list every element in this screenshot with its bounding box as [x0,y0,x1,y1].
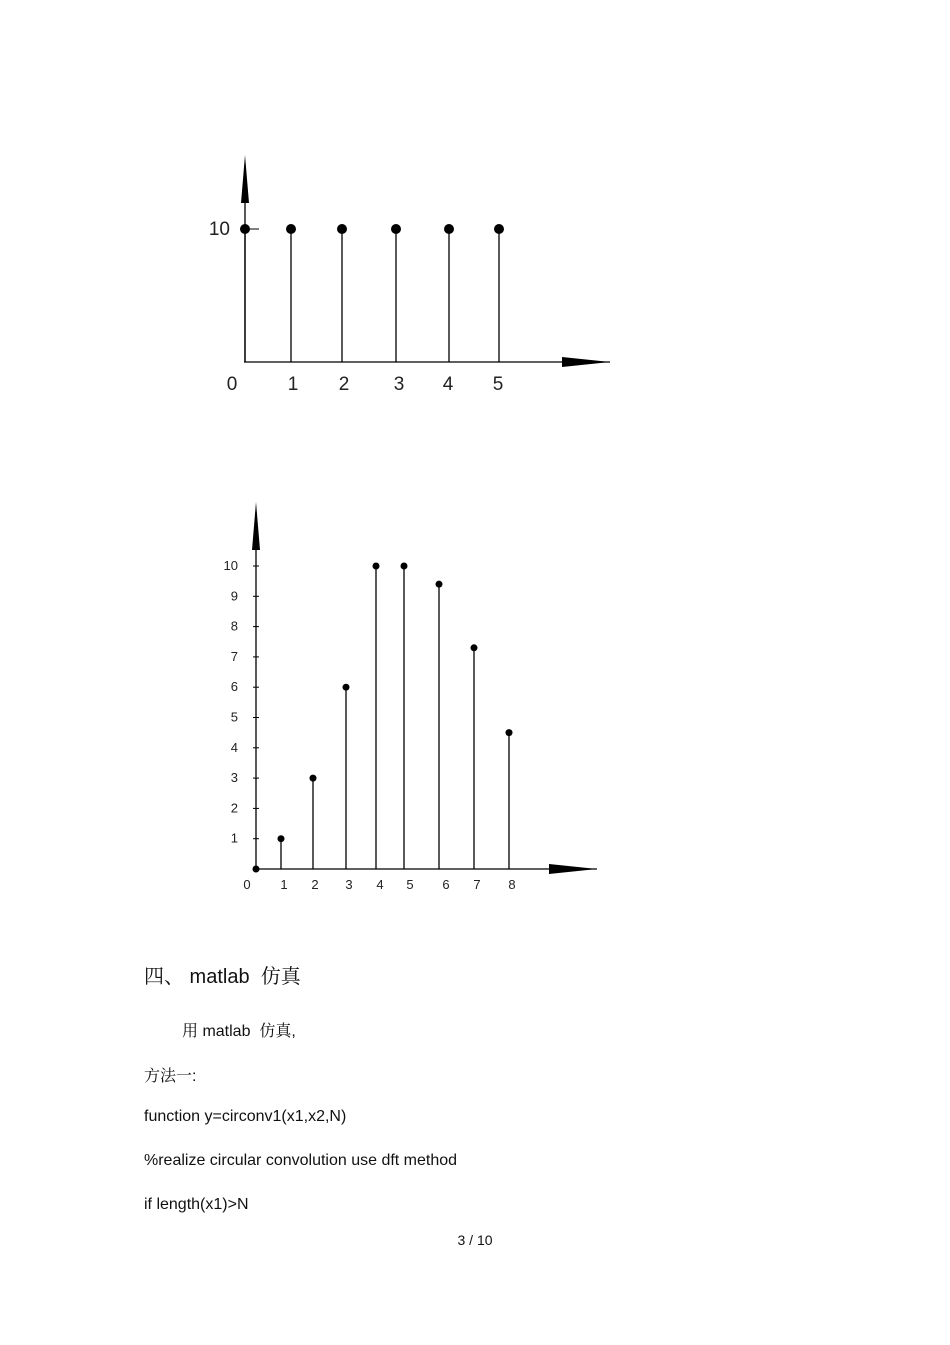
x-axis-arrow-icon [549,864,597,874]
x-tick-label: 8 [508,877,516,892]
y-tick-label: 8 [230,618,238,634]
y-tick-label: 3 [230,770,238,786]
code-line: if length(x1)>N [144,1196,249,1213]
x-tick-label: 7 [473,877,481,892]
chart-2-marks [253,563,513,873]
y-tick-label: 2 [230,800,238,816]
x-tick-label: 2 [311,877,319,892]
x-tick-label: 1 [287,374,299,395]
chart-2-tick-labels [224,558,516,892]
page-number: 3 / 10 [457,1232,493,1248]
x-tick-label: 2 [338,374,350,395]
code-line: function y=circonv1(x1,x2,N) [144,1108,347,1125]
method-label: 方法一: [144,1068,197,1085]
body-text-line: 用 matlab 仿真, [182,1023,296,1040]
code-comment-line: %realize circular convolution use dft method [144,1152,458,1169]
stem-marker [310,775,317,782]
y-tick-label: 4 [230,739,238,755]
section-heading: 四、 matlab 仿真 [144,966,301,988]
x-tick-label: 0 [226,374,238,395]
y-axis-arrow-icon [252,502,260,550]
x-tick-label: 3 [345,877,353,892]
y-tick-label: 10 [208,219,230,240]
y-tick-label: 7 [230,648,238,664]
x-tick-label: 1 [280,877,288,892]
x-tick-label: 6 [442,877,450,892]
x-tick-label: 3 [393,374,405,395]
x-tick-label: 0 [243,877,251,892]
y-tick-label: 10 [223,558,238,573]
y-tick-label: 5 [230,709,238,725]
stem-marker [278,835,285,842]
x-tick-label: 4 [442,374,454,395]
stem-marker [506,729,513,736]
x-tick-label: 4 [376,877,384,892]
x-tick-label: 5 [406,877,414,892]
stem-marker [373,563,380,570]
stem-marker [253,866,260,873]
stem-marker [436,581,443,588]
chart-2-axes [252,502,597,874]
stem-marker [471,644,478,651]
y-tick-label: 1 [230,830,238,846]
stem-marker [343,684,350,691]
y-tick-label: 9 [230,588,238,604]
y-tick-label: 6 [230,679,238,695]
x-tick-label: 5 [492,374,504,395]
stem-marker [401,563,408,570]
